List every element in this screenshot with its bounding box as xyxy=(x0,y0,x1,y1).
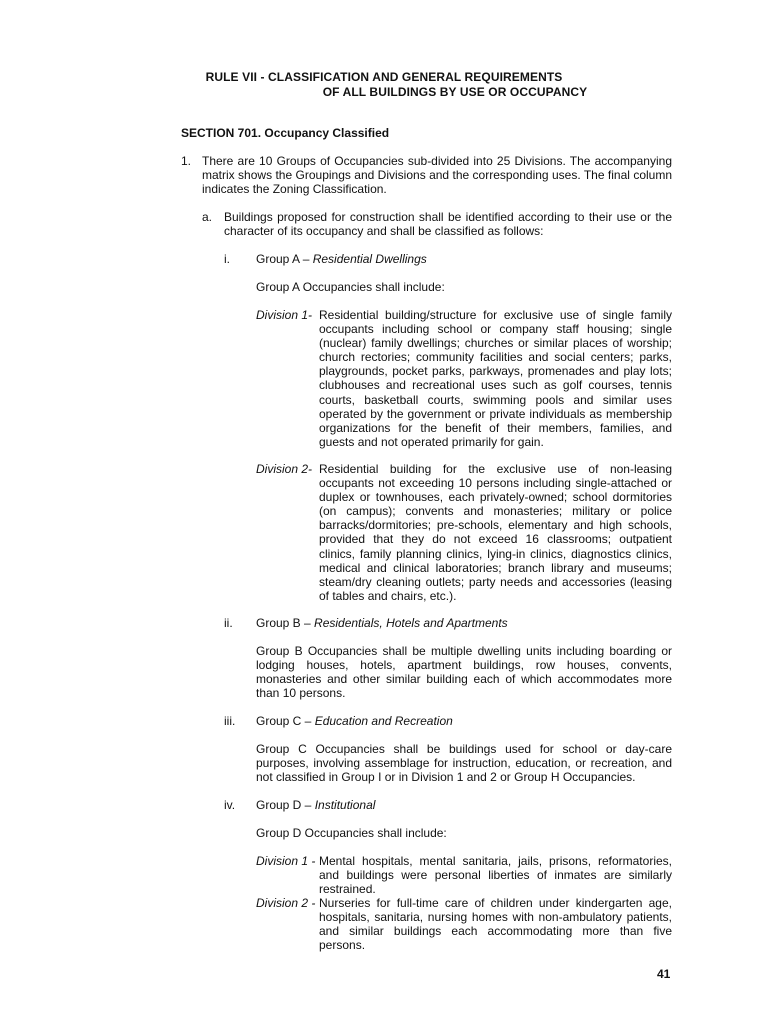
group-a-intro: Group A Occupancies shall include: xyxy=(256,280,445,294)
group-d-division-2-text: Nurseries for full-time care of children under kindergarten age, hospitals, sanitaria, nursing homes with non-ambulatory patients, and similar buildings each accommodating more than five persons. xyxy=(319,896,672,953)
group-b-prefix: Group B – xyxy=(256,616,315,630)
item-1-text: There are 10 Groups of Occupancies sub-divided into 25 Divisions. The accompanying matrix shows the Groupings and Divisions and the corresponding uses. The final column indicates the Zoning Classification. xyxy=(202,154,672,197)
group-a-division-2-text: Residential building for the exclusive use of non-leasing occupants not exceeding 10 persons including single-attached or duplex or townhouses, each privately-owned; school dormitories (on campus); convents and monasteries; military or police barracks/dormitories; pre-schools, elementary and high schools, provided that they do not exceed 16 classrooms; outpatient clinics, family planning clinics, lying-in clinics, diagnostics clinics, medical and clinical laboratories; branch library and museums; steam/dry cleaning outlets; party needs and accessories (leasing of tables and chairs, etc.). xyxy=(319,462,672,603)
group-a-name: Residential Dwellings xyxy=(312,252,427,266)
item-a-label: a. xyxy=(202,210,213,224)
item-a-text: Buildings proposed for construction shall be identified according to their use or the character of its occupancy and shall be classified as follows: xyxy=(224,210,672,239)
page-number: 41 xyxy=(657,967,671,981)
group-c-prefix: Group C – xyxy=(256,714,315,728)
group-b-numeral: ii. xyxy=(224,616,233,630)
group-a-prefix: Group A – xyxy=(256,252,313,266)
group-d-division-1-text: Mental hospitals, mental sanitaria, jails, prisons, reformatories, and buildings were personal liberties of inmates are similarly restrained. xyxy=(319,854,672,897)
group-b-heading xyxy=(256,616,508,630)
group-d-division-1-label: Division 1 - xyxy=(256,854,316,868)
section-heading: SECTION 701. Occupancy Classified xyxy=(181,126,390,140)
group-a-division-1-text: Residential building/structure for exclusive use of single family occupants including school or company staff housing; single (nuclear) family dwellings; churches or similar places of worship; church rectories; community facilities and social centers; parks, playgrounds, pocket parks, parkways, promenades and play lots; clubhouses and recreational uses such as golf courses, tennis courts, basketball courts, swimming pools and similar uses operated by the government or private individuals as membership organizations for the benefit of their members, families, and guests and not operated primarily for gain. xyxy=(319,308,672,449)
group-b-text: Group B Occupancies shall be multiple dwelling units including boarding or lodging houses, hotels, apartment buildings, row houses, convents, monasteries and other similar building each of which accommodates more than 10 persons. xyxy=(256,644,672,701)
group-c-name: Education and Recreation xyxy=(314,714,453,728)
rule-title-line2: OF ALL BUILDINGS BY USE OR OCCUPANCY xyxy=(322,85,588,99)
group-d-numeral: iv. xyxy=(224,798,236,812)
group-c-heading xyxy=(256,714,453,728)
group-c-numeral: iii. xyxy=(224,714,236,728)
group-a-numeral: i. xyxy=(224,252,230,266)
group-c-text: Group C Occupancies shall be buildings used for school or day-care purposes, involving assemblage for instruction, education, or recreation, and not classified in Group I or in Division 1 and 2 or Group H Occupancies. xyxy=(256,742,672,785)
group-a-heading xyxy=(256,252,427,266)
group-a-division-1-label: Division 1- xyxy=(256,308,313,322)
group-d-intro: Group D Occupancies shall include: xyxy=(256,826,447,840)
group-d-name: Institutional xyxy=(314,798,376,812)
group-b-name: Residentials, Hotels and Apartments xyxy=(314,616,508,630)
group-d-prefix: Group D – xyxy=(256,798,315,812)
group-a-division-2-label: Division 2- xyxy=(256,462,313,476)
rule-title-line1: RULE VII - CLASSIFICATION AND GENERAL REQUIREMENTS xyxy=(205,70,563,84)
item-number: 1. xyxy=(181,154,192,168)
group-d-division-2-label: Division 2 - xyxy=(256,896,316,910)
group-d-heading xyxy=(256,798,375,812)
